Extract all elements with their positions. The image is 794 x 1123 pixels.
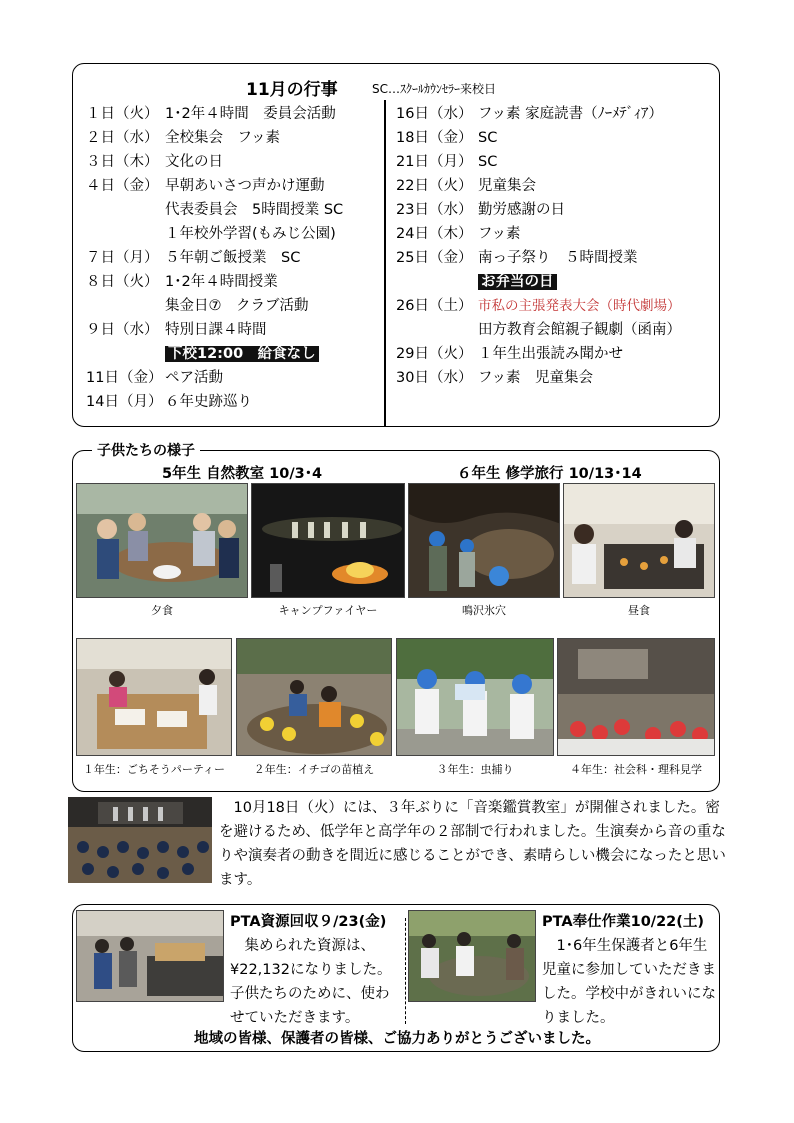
grade2-strawberry-photo — [236, 638, 392, 756]
calendar-divider — [384, 100, 386, 427]
event-text: 集金日⑦ クラブ活動 — [165, 298, 309, 314]
thanks-message: 地域の皆様、保護者の皆様、ご協力ありがとうございました。 — [194, 1031, 600, 1047]
event-text: 早朝あいさつ声かけ運動 — [165, 178, 325, 194]
event-date: 26日（土） — [396, 298, 473, 314]
event-date: ２日（水） — [86, 130, 159, 146]
calendar-subtitle: SC…ｽｸｰﾙｶｳﾝｾﾗｰ来校日 — [372, 82, 496, 96]
photo-caption: 鳴沢氷穴 — [462, 604, 506, 617]
recycle-text: 集められた資源は、¥22,132になりました。子供たちのために、使わせていただきます。 — [230, 938, 392, 1026]
grade6-heading: ６年生 修学旅行 10/13･14 — [457, 466, 642, 482]
event-text: 全校集会 フッ素 — [165, 130, 280, 146]
event-date: 14日（月） — [86, 394, 163, 410]
event-text: 田方教育会館親子観劇（函南） — [478, 322, 681, 338]
event-date: 21日（月） — [396, 154, 473, 170]
grade4-fieldtrip-photo — [557, 638, 715, 756]
event-date: ８日（火） — [86, 274, 159, 290]
event-text: フッ素 — [478, 226, 521, 242]
photo-caption: 夕食 — [151, 604, 173, 617]
photo-caption: キャンプファイヤー — [278, 604, 378, 617]
event-date: 24日（木） — [396, 226, 473, 242]
concert-paragraph: 10月18日（火）には、３年ぶりに「音楽鑑賞教室」が開催されました。密を避けるため、低学年と高学年の２部制で行われました。生演奏から音の重なりや演奏者の動きを間近に感じることができ、素晴らしい機会になったと思います。 — [219, 800, 726, 888]
event-text: ６年史跡巡り — [165, 394, 252, 410]
dinner-photo — [76, 483, 248, 598]
photo-caption: 昼食 — [628, 604, 650, 617]
event-text: ５年朝ご飯授業 SC — [165, 250, 301, 266]
early-dismissal-highlight: 下校12:00 給食なし — [165, 346, 319, 362]
event-date: 11日（金） — [86, 370, 163, 386]
children-section-label: 子供たちの様子 — [92, 440, 200, 460]
lunch-photo — [563, 483, 715, 598]
event-date: 22日（火） — [396, 178, 473, 194]
volunteer-work-photo — [408, 910, 536, 1002]
photo-caption: ２年生：イチゴの苗植え — [253, 763, 375, 776]
grade3-bugs-photo — [396, 638, 554, 756]
event-text: 代表委員会 5時間授業 SC — [165, 202, 344, 218]
photo-caption: １年生：ごちそうパーティー — [82, 763, 226, 776]
event-text: SC — [478, 154, 498, 170]
event-date: １日（火） — [86, 106, 159, 122]
event-date: 16日（水） — [396, 106, 473, 122]
event-date: 18日（金） — [396, 130, 473, 146]
event-date: 25日（金） — [396, 250, 473, 266]
event-text: 1･2年４時間授業 — [165, 274, 278, 290]
calendar-title: 11月の行事 — [246, 80, 338, 100]
recycle-photo — [76, 910, 224, 1002]
event-text: 市私の主張発表大会（時代劇場） — [478, 298, 681, 314]
photo-caption: ４年生：社会科・理科見学 — [570, 763, 702, 776]
bento-day-highlight: お弁当の日 — [478, 274, 557, 290]
concert-photo — [68, 797, 212, 883]
event-text: フッ素 家庭読書（ﾉｰﾒﾃﾞｨｱ） — [478, 106, 663, 122]
event-text: 1･2年４時間 委員会活動 — [165, 106, 336, 122]
event-date: ３日（木） — [86, 154, 159, 170]
event-date: 30日（水） — [396, 370, 473, 386]
event-text: SC — [478, 130, 498, 146]
campfire-photo — [251, 483, 405, 598]
event-date: 29日（火） — [396, 346, 473, 362]
event-date: 23日（水） — [396, 202, 473, 218]
photo-caption: ３年生：虫捕り — [436, 763, 514, 776]
event-text: 勤労感謝の日 — [478, 202, 565, 218]
event-text: 文化の日 — [165, 154, 223, 170]
event-text: １年生出張読み聞かせ — [478, 346, 623, 362]
ice-cave-photo — [408, 483, 560, 598]
volunteer-text: 1･6年生保護者と6年生児童に参加していただきました。学校中がきれいになりました。 — [542, 938, 716, 1026]
event-date: ９日（水） — [86, 322, 159, 338]
volunteer-title: PTA奉仕作業10/22(土) — [542, 914, 705, 930]
event-text: フッ素 児童集会 — [478, 370, 593, 386]
grade1-party-photo — [76, 638, 232, 756]
event-date: ４日（金） — [86, 178, 159, 194]
grade5-heading: 5年生 自然教室 10/3･4 — [162, 466, 323, 482]
event-text: ペア活動 — [165, 370, 223, 386]
event-text: 南っ子祭り ５時間授業 — [478, 250, 638, 266]
recycle-title: PTA資源回収９/23(金) — [230, 914, 387, 930]
event-date: ７日（月） — [86, 250, 159, 266]
event-text: １年校外学習(もみじ公園) — [165, 226, 336, 242]
pta-divider — [405, 918, 406, 1024]
event-text: 児童集会 — [478, 178, 536, 194]
event-text: 特別日課４時間 — [165, 322, 267, 338]
concert-report — [219, 796, 729, 892]
